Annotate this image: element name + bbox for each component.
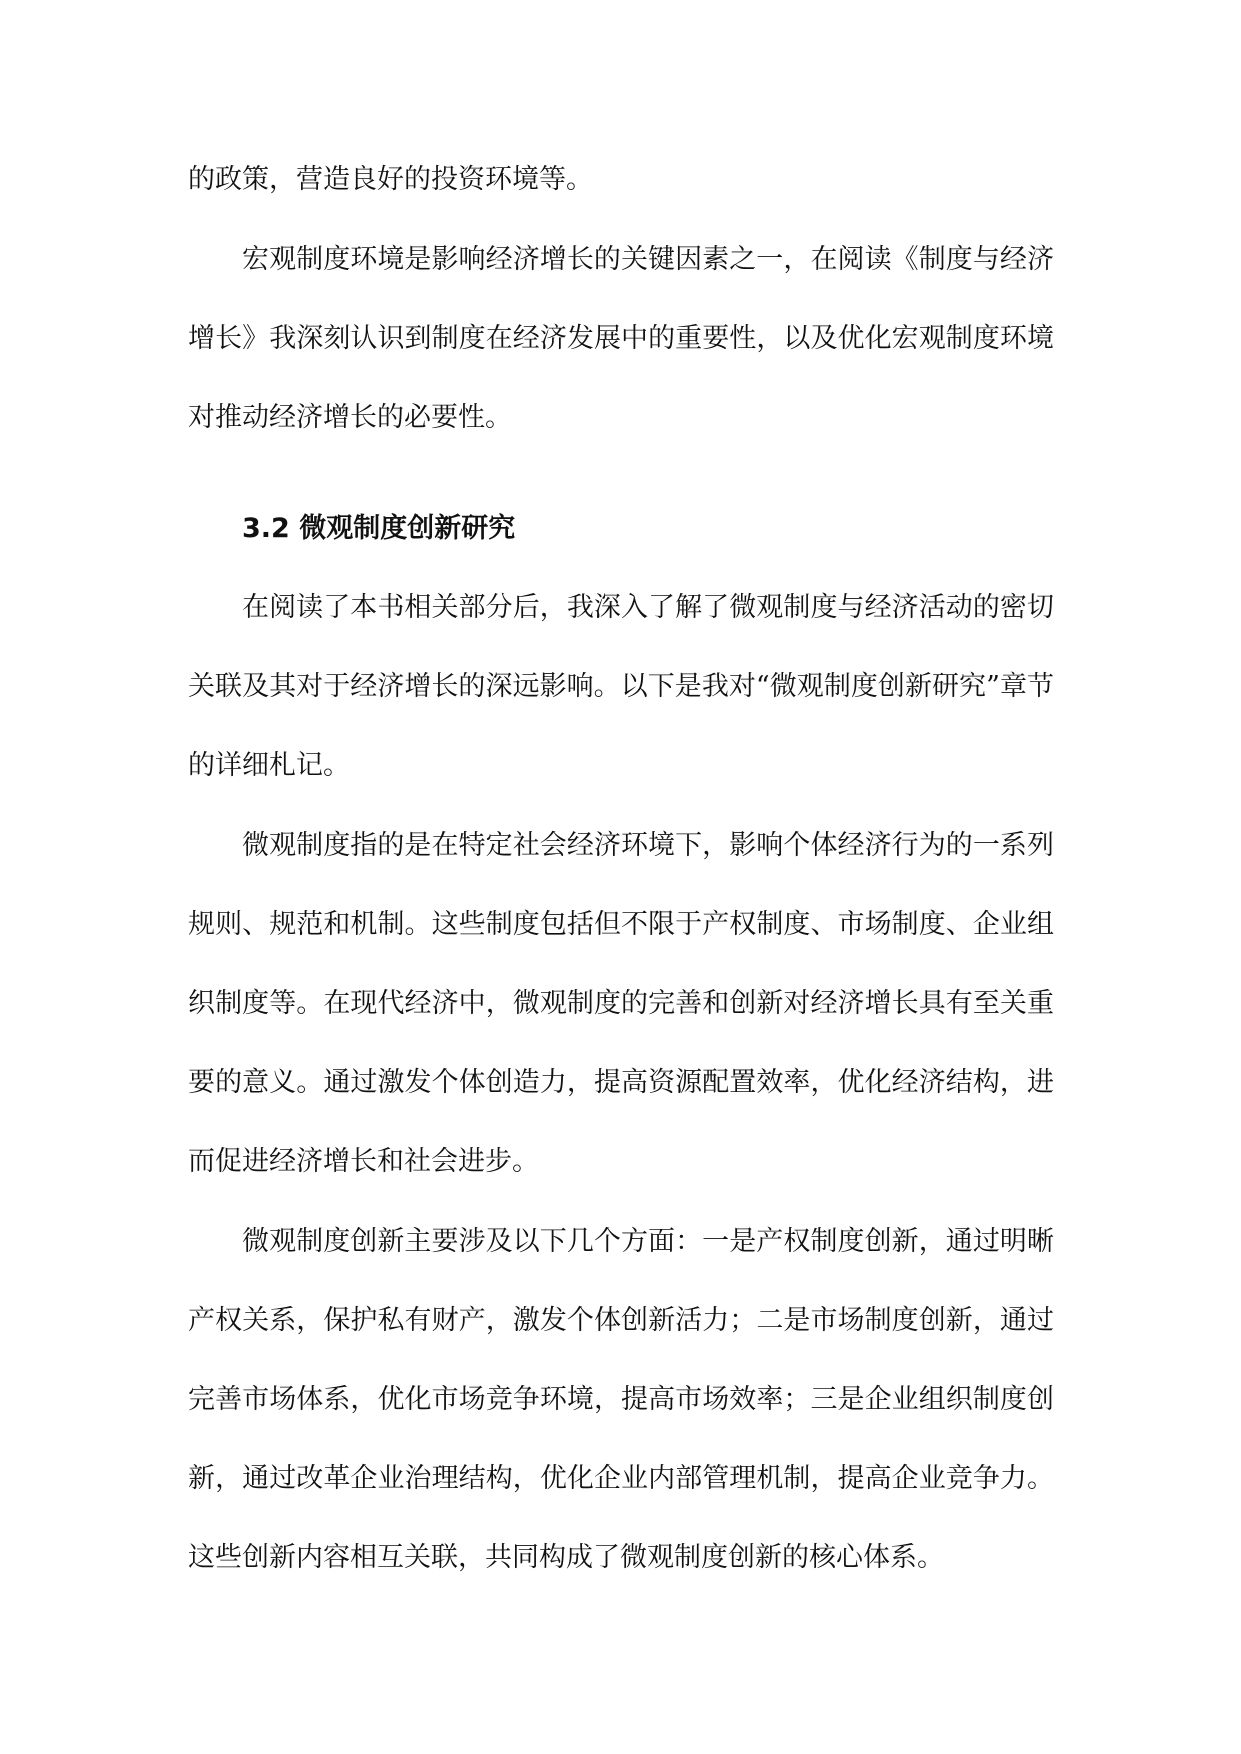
document-page <box>188 140 1054 1597</box>
paragraph-macro-environment: 宏观制度环境是影响经济增长的关键因素之一，在阅读《制度与经济增长》我深刻认识到制度在经济发展中的重要性，以及优化宏观制度环境对推动经济增长的必要性。 <box>188 244 1054 433</box>
section-heading: 3.2 微观制度创新研究 <box>242 513 516 544</box>
paragraph-reading-notes: 在阅读了本书相关部分后，我深入了解了微观制度与经济活动的密切关联及其对于经济增长的深远影响。以下是我对“微观制度创新研究”章节的详细札记。 <box>188 592 1054 781</box>
paragraph-micro-definition: 微观制度指的是在特定社会经济环境下，影响个体经济行为的一系列规则、规范和机制。这些制度包括但不限于产权制度、市场制度、企业组织制度等。在现代经济中，微观制度的完善和创新对经济增长具有至关重要的意义。通过激发个体创造力，提高资源配置效率，优化经济结构，进而促进经济增长和社会进步。 <box>188 830 1054 1177</box>
paragraph-continued: 的政策，营造良好的投资环境等。 <box>188 164 593 195</box>
paragraph-micro-innovation: 微观制度创新主要涉及以下几个方面：一是产权制度创新，通过明晰产权关系，保护私有财产，激发个体创新活力；二是市场制度创新，通过完善市场体系，优化市场竞争环境，提高市场效率；三是企业组织制度创新，通过改革企业治理结构，优化企业内部管理机制，提高企业竞争力。这些创新内容相互关联，共同构成了微观制度创新的核心体系。 <box>188 1226 1054 1573</box>
